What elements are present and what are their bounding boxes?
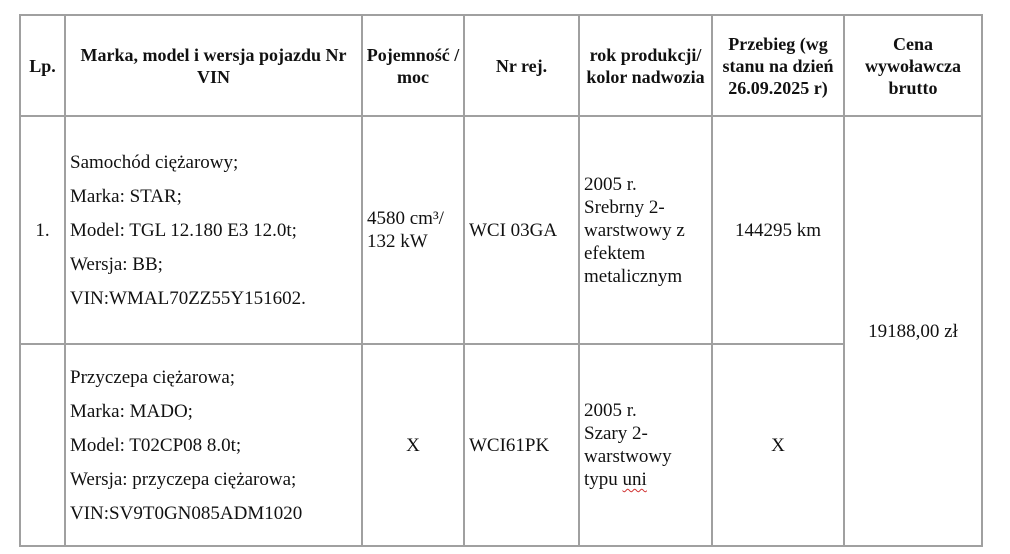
capacity-cell: 4580 cm³/ 132 kW [362,116,464,344]
body-color: Srebrny 2-warstwowy z efektem metalicznym [584,196,685,287]
vehicle-vin: VIN:SV9T0GN085ADM1020 [70,502,303,524]
row-lp [20,344,65,546]
vehicle-model: Model: TGL 12.180 E3 12.0t; [70,219,297,241]
header-row [20,15,982,116]
vehicle-table [19,14,983,547]
vehicle-table-container [19,14,983,547]
header-reg: Nr rej. [464,15,579,116]
capacity-cell: X [362,344,464,546]
body-color [584,422,707,491]
header-mileage: Przebieg (wg stanu na dzień 26.09.2025 r) [712,15,844,116]
table-row [20,344,982,546]
vehicle-type: Przyczepa ciężarowa; [70,366,236,388]
body-color-text: Szary 2-warstwowy typu [584,423,672,490]
spellcheck-word: uni [622,469,647,490]
mileage-cell: 144295 km [712,116,844,344]
year-color-cell [579,116,712,344]
production-year: 2005 r. [584,173,637,195]
registration-cell: WCI 03GA [464,116,579,344]
vehicle-version: Wersja: BB; [70,253,163,275]
table-row [20,116,982,344]
registration-cell: WCI61PK [464,344,579,546]
vehicle-make: Marka: STAR; [70,185,182,207]
vehicle-details [65,116,362,344]
mileage-cell: X [712,344,844,546]
vehicle-make: Marka: MADO; [70,400,193,422]
header-year-color: rok produkcji/ kolor nadwozia [579,15,712,116]
production-year: 2005 r. [584,400,637,421]
vehicle-type: Samochód ciężarowy; [70,151,239,173]
header-vehicle: Marka, model i wersja pojazdu Nr VIN [65,15,362,116]
header-capacity: Pojemność / moc [362,15,464,116]
price-cell: 19188,00 zł [844,116,982,546]
vehicle-details [65,344,362,546]
header-lp: Lp. [20,15,65,116]
year-color-cell [579,344,712,546]
vehicle-version: Wersja: przyczepa ciężarowa; [70,468,297,490]
header-price: Cena wywoławcza brutto [844,15,982,116]
row-lp: 1. [20,116,65,344]
vehicle-vin: VIN:WMAL70ZZ55Y151602. [70,287,306,309]
vehicle-model: Model: T02CP08 8.0t; [70,434,242,456]
